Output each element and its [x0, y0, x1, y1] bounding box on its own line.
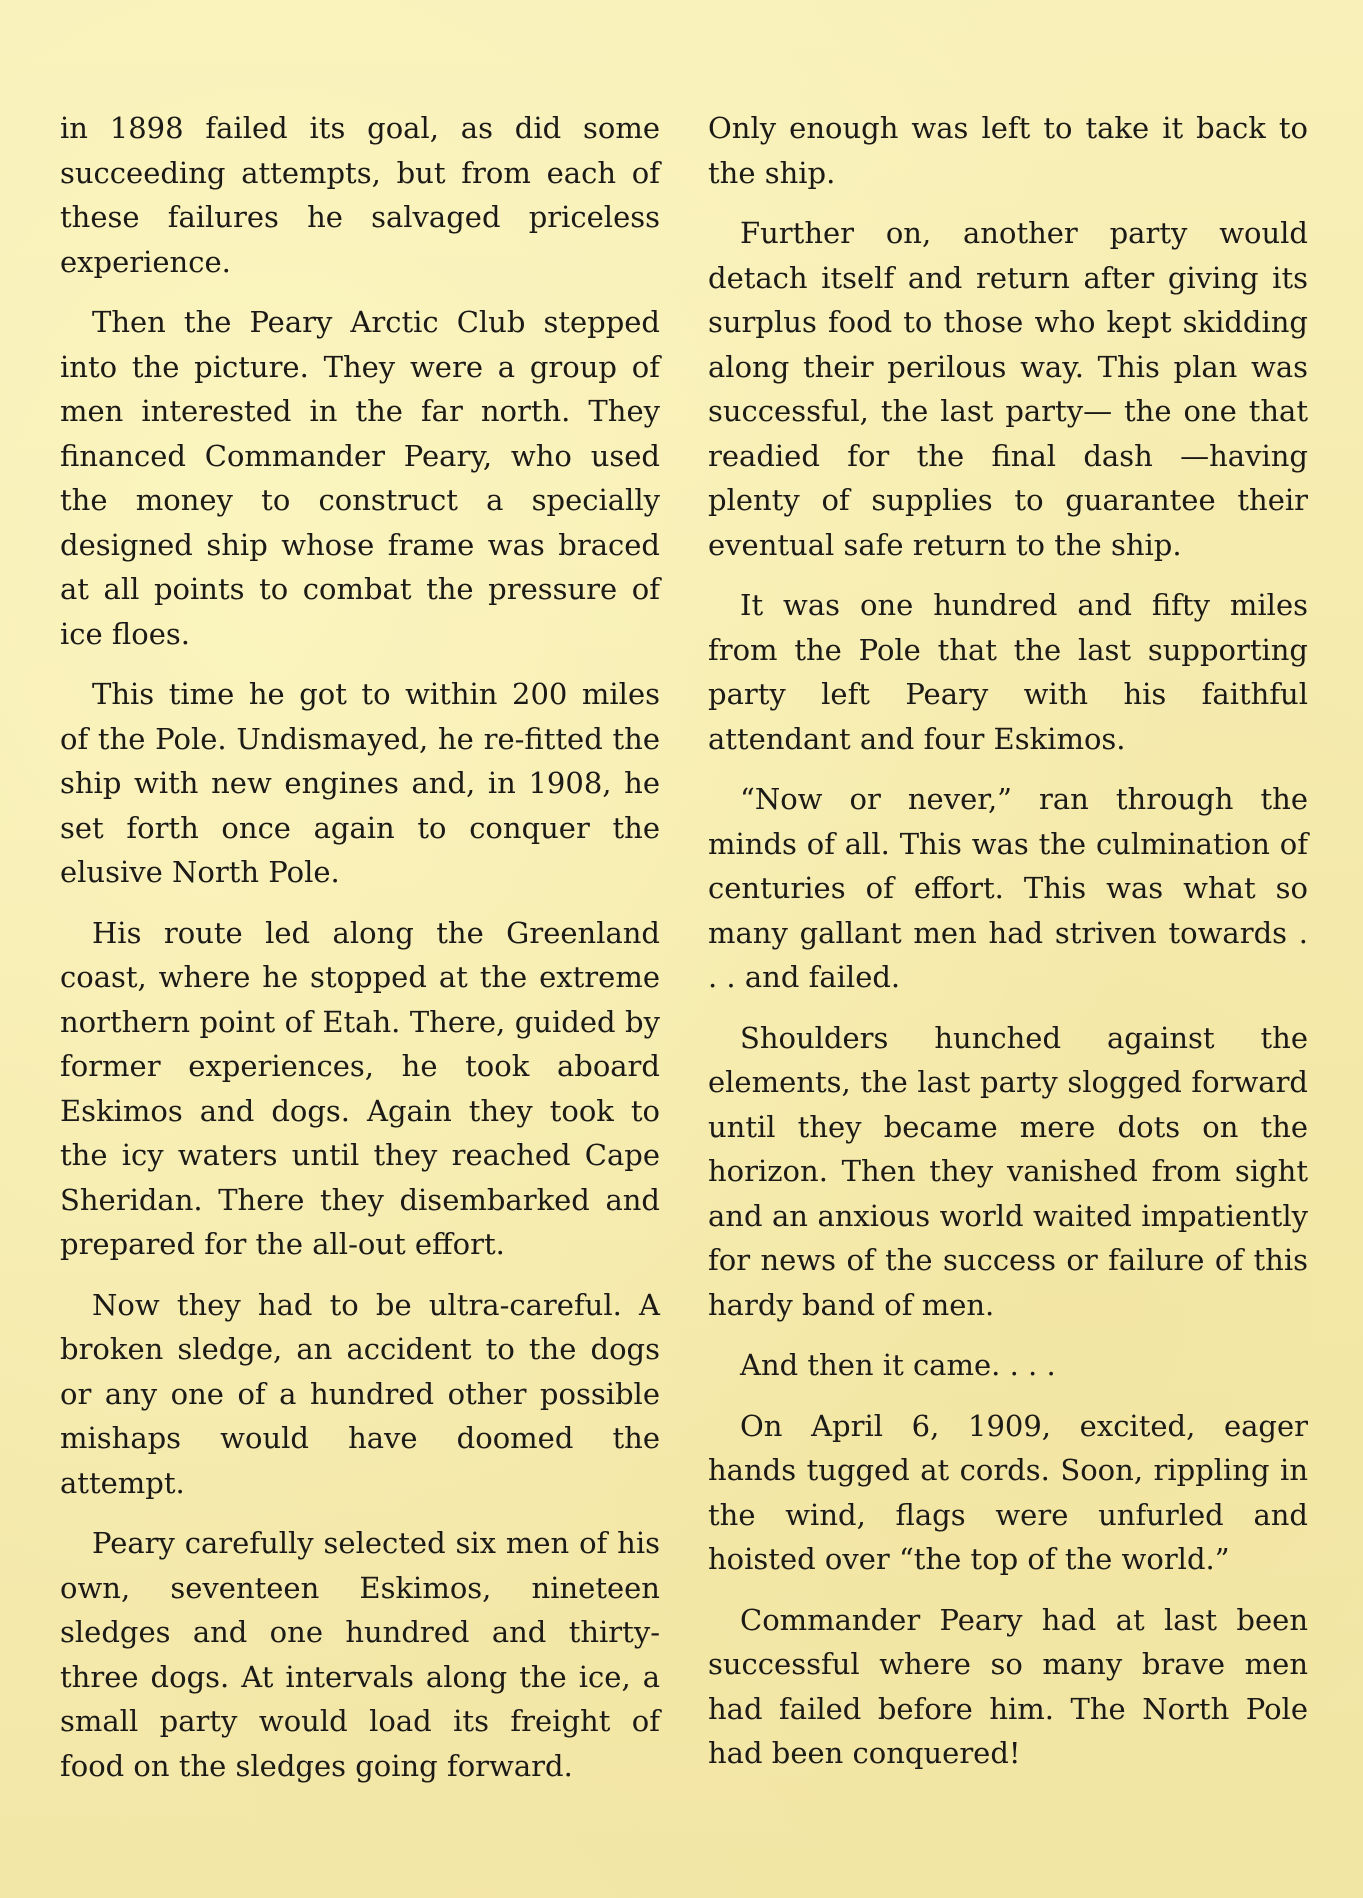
- paragraph: Then the Peary Arctic Club stepped into the picture. They were a group of men interested in the far north. They financed Commander Peary, who used the money to construct a specially designed ship whose frame was braced at all points to combat the pressure of ice floes.: [60, 305, 660, 651]
- paragraph: His route led along the Greenland coast, where he stopped at the extreme northern point of Etah. There, guided by former experiences, he took aboard Eskimos and dogs. Again they took to the icy waters until they reached Cape Sheridan. There they disembarked and prepared for the all-out effort.: [60, 915, 660, 1261]
- paragraph: Peary carefully selected six men of his own, seventeen Eskimos, nineteen sledges and one hundred and thirty-three dogs. At intervals along the ice, a small party would load its freight of food on the sledges going forward.: [60, 1526, 660, 1783]
- paragraph: Only enough was left to take it back to the ship.: [708, 111, 1308, 190]
- paragraph: Commander Peary had at last been successful where so many brave men had failed before him. The North Pole had been conquered!: [708, 1602, 1308, 1770]
- paragraph: And then it came. . . .: [740, 1348, 1056, 1382]
- paragraph: On April 6, 1909, excited, eager hands tugged at cords. Soon, rippling in the wind, flags were unfurled and hoisted over “the top of the world.”: [708, 1408, 1308, 1576]
- column-gutter: [681, 80, 682, 1840]
- paragraph: It was one hundred and fifty miles from the Pole that the last supporting party left Peary with his faithful attendant and four Eskimos.: [708, 588, 1308, 756]
- paragraph: “Now or never,” ran through the minds of all. This was the culmination of centuries of effort. This was what so many gallant men had striven towards . . . and failed.: [708, 782, 1308, 994]
- right-column: [708, 106, 1308, 1792]
- paragraph: Further on, another party would detach itself and return after giving its surplus food to those who kept skidding along their perilous way. This plan was successful, the last party— the one that readied for the final dash —having plenty of supplies to guarantee their eventual safe return to the ship.: [708, 216, 1308, 562]
- paragraph: Shoulders hunched against the elements, the last party slogged forward until they became mere dots on the horizon. Then they vanished from sight and an anxious world waited impatiently for news of the success or failure of this hardy band of men.: [708, 1020, 1308, 1322]
- paragraph: in 1898 failed its goal, as did some succeeding attempts, but from each of these failures he salvaged priceless experience.: [60, 111, 660, 279]
- paragraph: Now they had to be ultra-careful. A broken sledge, an accident to the dogs or any one of a hundred other possible mishaps would have doomed the attempt.: [60, 1287, 660, 1500]
- left-column: [60, 106, 660, 1804]
- paragraph: This time he got to within 200 miles of the Pole. Undismayed, he re-fitted the ship with new engines and, in 1908, he set forth once again to conquer the elusive North Pole.: [60, 677, 660, 889]
